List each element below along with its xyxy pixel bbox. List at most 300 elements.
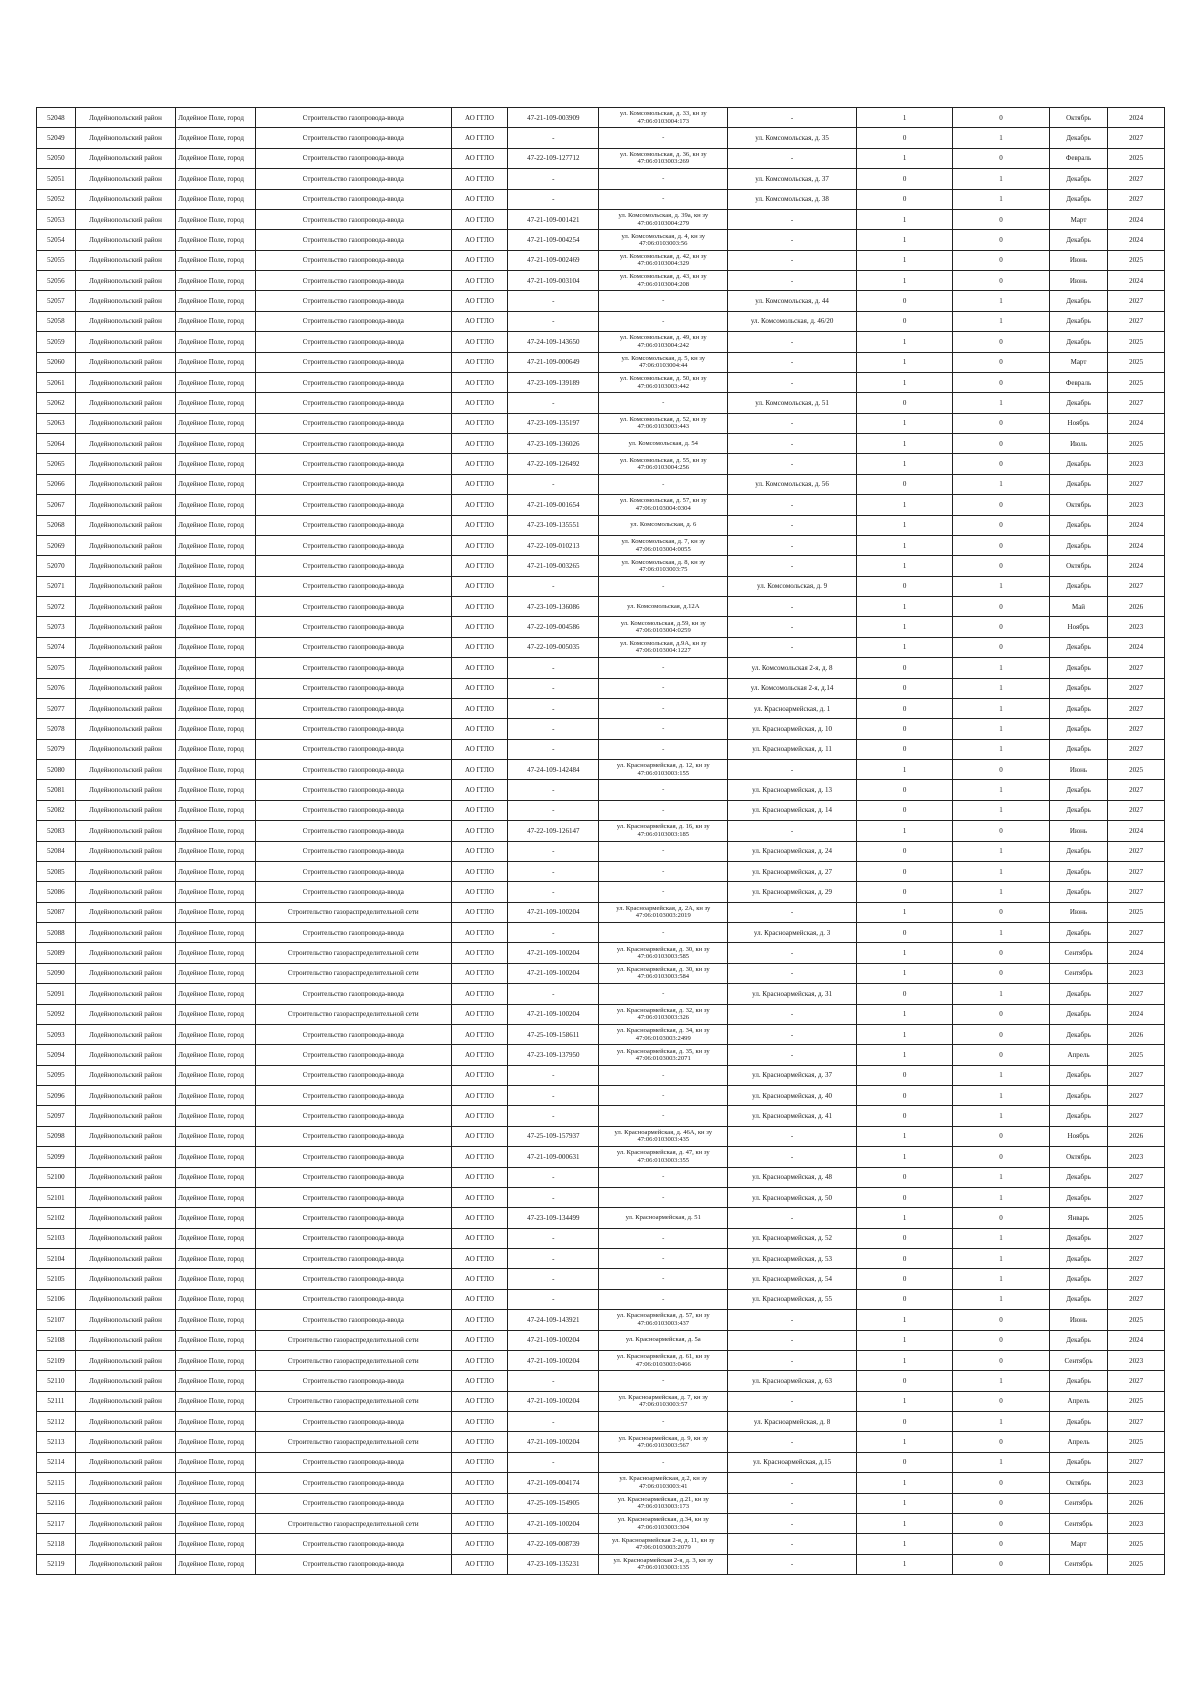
cell-work-type: Строительство газопровода-ввода bbox=[255, 128, 451, 148]
cell-row-id: 52117 bbox=[37, 1513, 76, 1533]
cell-address-with-cadastral: - bbox=[599, 1187, 728, 1207]
cell-district: Лодейнопольский район bbox=[75, 1167, 176, 1187]
cell-count-existing: 1 bbox=[857, 271, 953, 291]
table-row bbox=[37, 1513, 1165, 1533]
cell-count-existing: 1 bbox=[857, 1554, 953, 1574]
cell-row-id: 52075 bbox=[37, 658, 76, 678]
cell-row-id: 52115 bbox=[37, 1473, 76, 1493]
cell-year: 2024 bbox=[1108, 271, 1165, 291]
cell-address-with-cadastral: ул. Комсомольская, д. 6 bbox=[599, 515, 728, 535]
cell-address-planned: ул. Красноармейская, д. 52 bbox=[728, 1228, 857, 1248]
cell-count-existing: 0 bbox=[857, 1249, 953, 1269]
cell-count-planned: 1 bbox=[953, 678, 1049, 698]
cell-organization: АО ГГЛО bbox=[451, 454, 508, 474]
cell-settlement: Лодейное Поле, город bbox=[176, 1554, 256, 1574]
cell-row-id: 52105 bbox=[37, 1269, 76, 1289]
cell-address-planned: - bbox=[728, 230, 857, 250]
table-row bbox=[37, 963, 1165, 983]
cell-address-planned: ул. Красноармейская, д. 37 bbox=[728, 1065, 857, 1085]
cell-organization: АО ГГЛО bbox=[451, 556, 508, 576]
cell-work-type: Строительство газопровода-ввода bbox=[255, 434, 451, 454]
cell-count-planned: 0 bbox=[953, 556, 1049, 576]
cell-work-type: Строительство газопровода-ввода bbox=[255, 515, 451, 535]
cell-address-with-cadastral: ул. Красноармейская, д. 16, кн зу 47:06:0103003:185 bbox=[599, 821, 728, 841]
cell-row-id: 52111 bbox=[37, 1391, 76, 1411]
cell-settlement: Лодейное Поле, город bbox=[176, 1024, 256, 1044]
cell-address-with-cadastral: ул. Красноармейская, д. 57, кн зу 47:06:0103003:437 bbox=[599, 1310, 728, 1330]
cell-address-planned: - bbox=[728, 271, 857, 291]
cell-year: 2023 bbox=[1108, 1473, 1165, 1493]
cell-settlement: Лодейное Поле, город bbox=[176, 1228, 256, 1248]
cell-settlement: Лодейное Поле, город bbox=[176, 1534, 256, 1554]
table-row bbox=[37, 1065, 1165, 1085]
cell-row-id: 52104 bbox=[37, 1249, 76, 1269]
cell-settlement: Лодейное Поле, город bbox=[176, 719, 256, 739]
cell-address-planned: - bbox=[728, 943, 857, 963]
cell-settlement: Лодейное Поле, город bbox=[176, 1126, 256, 1146]
cell-year: 2024 bbox=[1108, 108, 1165, 128]
cell-count-planned: 1 bbox=[953, 1106, 1049, 1126]
cell-month: Апрель bbox=[1049, 1432, 1108, 1452]
cell-count-existing: 1 bbox=[857, 108, 953, 128]
cell-organization: АО ГГЛО bbox=[451, 434, 508, 454]
cell-district: Лодейнопольский район bbox=[75, 209, 176, 229]
cell-month: Декабрь bbox=[1049, 1106, 1108, 1126]
cell-count-existing: 1 bbox=[857, 760, 953, 780]
table-row bbox=[37, 1147, 1165, 1167]
cell-organization: АО ГГЛО bbox=[451, 1228, 508, 1248]
cell-organization: АО ГГЛО bbox=[451, 1350, 508, 1370]
cell-settlement: Лодейное Поле, город bbox=[176, 1167, 256, 1187]
cell-count-planned: 0 bbox=[953, 148, 1049, 168]
cell-application-number: 47-23-109-139189 bbox=[508, 372, 599, 392]
table-row bbox=[37, 1452, 1165, 1472]
cell-work-type: Строительство газораспределительной сети bbox=[255, 902, 451, 922]
table-row bbox=[37, 148, 1165, 168]
cell-row-id: 52079 bbox=[37, 739, 76, 759]
table-row bbox=[37, 984, 1165, 1004]
cell-settlement: Лодейное Поле, город bbox=[176, 1208, 256, 1228]
cell-address-planned: - bbox=[728, 597, 857, 617]
cell-district: Лодейнопольский район bbox=[75, 780, 176, 800]
cell-row-id: 52071 bbox=[37, 576, 76, 596]
cell-month: Декабрь bbox=[1049, 923, 1108, 943]
cell-district: Лодейнопольский район bbox=[75, 760, 176, 780]
cell-year: 2027 bbox=[1108, 923, 1165, 943]
cell-address-planned: ул. Красноармейская, д. 63 bbox=[728, 1371, 857, 1391]
cell-address-planned: ул. Красноармейская, д. 14 bbox=[728, 800, 857, 820]
cell-address-with-cadastral: ул. Комсомольская, д. 49, кн зу 47:06:0103004:242 bbox=[599, 332, 728, 352]
cell-application-number: - bbox=[508, 393, 599, 413]
table-row bbox=[37, 230, 1165, 250]
cell-year: 2024 bbox=[1108, 943, 1165, 963]
table-body bbox=[37, 108, 1165, 1575]
cell-count-existing: 1 bbox=[857, 1208, 953, 1228]
cell-application-number: - bbox=[508, 882, 599, 902]
cell-month: Декабрь bbox=[1049, 128, 1108, 148]
cell-address-with-cadastral: ул. Комсомольская, д. 8, кн зу 47:06:0103003:75 bbox=[599, 556, 728, 576]
cell-address-planned: ул. Комсомольская, д. 38 bbox=[728, 189, 857, 209]
cell-count-planned: 0 bbox=[953, 535, 1049, 555]
cell-application-number: 47-21-109-100204 bbox=[508, 1513, 599, 1533]
table-row bbox=[37, 1249, 1165, 1269]
cell-count-existing: 0 bbox=[857, 1289, 953, 1309]
cell-settlement: Лодейное Поле, город bbox=[176, 413, 256, 433]
cell-address-with-cadastral: ул. Комсомольская, д. 4, кн зу 47:06:0103003:56 bbox=[599, 230, 728, 250]
table-row bbox=[37, 902, 1165, 922]
cell-application-number: - bbox=[508, 576, 599, 596]
cell-month: Июнь bbox=[1049, 902, 1108, 922]
cell-month: Декабрь bbox=[1049, 1269, 1108, 1289]
cell-month: Ноябрь bbox=[1049, 1126, 1108, 1146]
cell-work-type: Строительство газопровода-ввода bbox=[255, 1269, 451, 1289]
cell-district: Лодейнопольский район bbox=[75, 943, 176, 963]
cell-address-planned: - bbox=[728, 760, 857, 780]
table-row bbox=[37, 841, 1165, 861]
cell-address-with-cadastral: - bbox=[599, 719, 728, 739]
cell-district: Лодейнопольский район bbox=[75, 1024, 176, 1044]
cell-address-planned: ул. Комсомольская, д. 56 bbox=[728, 474, 857, 494]
cell-district: Лодейнопольский район bbox=[75, 861, 176, 881]
cell-month: Октябрь bbox=[1049, 556, 1108, 576]
cell-district: Лодейнопольский район bbox=[75, 1554, 176, 1574]
cell-year: 2027 bbox=[1108, 1106, 1165, 1126]
cell-district: Лодейнопольский район bbox=[75, 271, 176, 291]
table-row bbox=[37, 1473, 1165, 1493]
cell-district: Лодейнопольский район bbox=[75, 1534, 176, 1554]
cell-month: Декабрь bbox=[1049, 515, 1108, 535]
cell-address-planned: ул. Красноармейская, д. 8 bbox=[728, 1412, 857, 1432]
cell-count-planned: 0 bbox=[953, 1004, 1049, 1024]
cell-count-existing: 1 bbox=[857, 597, 953, 617]
cell-application-number: 47-21-109-100204 bbox=[508, 1004, 599, 1024]
cell-application-number: 47-23-109-135551 bbox=[508, 515, 599, 535]
cell-settlement: Лодейное Поле, город bbox=[176, 984, 256, 1004]
cell-application-number: 47-21-109-100204 bbox=[508, 1432, 599, 1452]
cell-organization: АО ГГЛО bbox=[451, 1513, 508, 1533]
cell-count-existing: 0 bbox=[857, 719, 953, 739]
cell-organization: АО ГГЛО bbox=[451, 515, 508, 535]
cell-month: Декабрь bbox=[1049, 576, 1108, 596]
cell-district: Лодейнопольский район bbox=[75, 352, 176, 372]
cell-row-id: 52102 bbox=[37, 1208, 76, 1228]
cell-settlement: Лодейное Поле, город bbox=[176, 943, 256, 963]
cell-count-planned: 0 bbox=[953, 617, 1049, 637]
cell-organization: АО ГГЛО bbox=[451, 1106, 508, 1126]
cell-address-with-cadastral: ул. Комсомольская, д. 57, кн зу 47:06:0103004:0304 bbox=[599, 495, 728, 515]
cell-year: 2025 bbox=[1108, 1534, 1165, 1554]
cell-application-number: - bbox=[508, 658, 599, 678]
cell-settlement: Лодейное Поле, город bbox=[176, 1045, 256, 1065]
cell-address-planned: ул. Красноармейская, д.15 bbox=[728, 1452, 857, 1472]
table-row bbox=[37, 413, 1165, 433]
cell-district: Лодейнопольский район bbox=[75, 841, 176, 861]
cell-address-planned: - bbox=[728, 535, 857, 555]
cell-year: 2025 bbox=[1108, 434, 1165, 454]
cell-address-with-cadastral: ул. Комсомольская, д. 39а, кн зу 47:06:0103004:279 bbox=[599, 209, 728, 229]
cell-count-planned: 0 bbox=[953, 495, 1049, 515]
table-row bbox=[37, 658, 1165, 678]
cell-row-id: 52092 bbox=[37, 1004, 76, 1024]
cell-application-number: 47-25-109-158611 bbox=[508, 1024, 599, 1044]
cell-settlement: Лодейное Поле, город bbox=[176, 311, 256, 331]
table-row bbox=[37, 393, 1165, 413]
cell-month: Декабрь bbox=[1049, 474, 1108, 494]
cell-row-id: 52049 bbox=[37, 128, 76, 148]
cell-address-planned: - bbox=[728, 495, 857, 515]
cell-row-id: 52051 bbox=[37, 169, 76, 189]
cell-address-planned: ул. Комсомольская, д. 44 bbox=[728, 291, 857, 311]
cell-organization: АО ГГЛО bbox=[451, 189, 508, 209]
cell-organization: АО ГГЛО bbox=[451, 209, 508, 229]
cell-count-existing: 0 bbox=[857, 861, 953, 881]
cell-year: 2024 bbox=[1108, 1004, 1165, 1024]
cell-row-id: 52114 bbox=[37, 1452, 76, 1472]
cell-address-with-cadastral: - bbox=[599, 393, 728, 413]
cell-organization: АО ГГЛО bbox=[451, 1208, 508, 1228]
cell-address-with-cadastral: - bbox=[599, 128, 728, 148]
cell-organization: АО ГГЛО bbox=[451, 1330, 508, 1350]
cell-application-number: - bbox=[508, 861, 599, 881]
cell-organization: АО ГГЛО bbox=[451, 943, 508, 963]
cell-settlement: Лодейное Поле, город bbox=[176, 1289, 256, 1309]
cell-year: 2025 bbox=[1108, 1432, 1165, 1452]
cell-year: 2024 bbox=[1108, 515, 1165, 535]
cell-year: 2023 bbox=[1108, 1513, 1165, 1533]
cell-address-with-cadastral: - bbox=[599, 1228, 728, 1248]
cell-organization: АО ГГЛО bbox=[451, 800, 508, 820]
cell-settlement: Лодейное Поле, город bbox=[176, 209, 256, 229]
table-row bbox=[37, 576, 1165, 596]
cell-count-planned: 1 bbox=[953, 861, 1049, 881]
cell-settlement: Лодейное Поле, город bbox=[176, 1310, 256, 1330]
cell-work-type: Строительство газопровода-ввода bbox=[255, 1534, 451, 1554]
cell-address-with-cadastral: ул. Красноармейская, д. 2А, кн зу 47:06:0103003:2019 bbox=[599, 902, 728, 922]
cell-district: Лодейнопольский район bbox=[75, 128, 176, 148]
cell-district: Лодейнопольский район bbox=[75, 658, 176, 678]
cell-month: Февраль bbox=[1049, 372, 1108, 392]
cell-organization: АО ГГЛО bbox=[451, 719, 508, 739]
cell-row-id: 52074 bbox=[37, 637, 76, 657]
cell-year: 2024 bbox=[1108, 230, 1165, 250]
cell-row-id: 52093 bbox=[37, 1024, 76, 1044]
cell-application-number: - bbox=[508, 1412, 599, 1432]
cell-year: 2027 bbox=[1108, 311, 1165, 331]
cell-address-planned: - bbox=[728, 1045, 857, 1065]
cell-month: Декабрь bbox=[1049, 1086, 1108, 1106]
cell-address-planned: - bbox=[728, 1330, 857, 1350]
cell-settlement: Лодейное Поле, город bbox=[176, 617, 256, 637]
cell-count-planned: 1 bbox=[953, 1371, 1049, 1391]
cell-address-planned: - bbox=[728, 372, 857, 392]
cell-work-type: Строительство газопровода-ввода bbox=[255, 698, 451, 718]
cell-row-id: 52061 bbox=[37, 372, 76, 392]
cell-year: 2027 bbox=[1108, 1065, 1165, 1085]
cell-work-type: Строительство газопровода-ввода bbox=[255, 1086, 451, 1106]
cell-count-planned: 0 bbox=[953, 821, 1049, 841]
cell-year: 2025 bbox=[1108, 1391, 1165, 1411]
cell-year: 2027 bbox=[1108, 1167, 1165, 1187]
cell-count-planned: 0 bbox=[953, 413, 1049, 433]
cell-settlement: Лодейное Поле, город bbox=[176, 1513, 256, 1533]
cell-work-type: Строительство газораспределительной сети bbox=[255, 943, 451, 963]
cell-count-planned: 1 bbox=[953, 1412, 1049, 1432]
cell-count-planned: 0 bbox=[953, 902, 1049, 922]
cell-district: Лодейнопольский район bbox=[75, 984, 176, 1004]
cell-application-number: 47-23-109-137950 bbox=[508, 1045, 599, 1065]
cell-district: Лодейнопольский район bbox=[75, 1330, 176, 1350]
cell-district: Лодейнопольский район bbox=[75, 1065, 176, 1085]
cell-count-planned: 1 bbox=[953, 1452, 1049, 1472]
cell-settlement: Лодейное Поле, город bbox=[176, 291, 256, 311]
cell-address-with-cadastral: ул. Красноармейская, д. 9, кн зу 47:06:0103003:567 bbox=[599, 1432, 728, 1452]
cell-district: Лодейнопольский район bbox=[75, 1187, 176, 1207]
cell-count-existing: 1 bbox=[857, 1513, 953, 1533]
cell-count-existing: 1 bbox=[857, 250, 953, 270]
cell-row-id: 52054 bbox=[37, 230, 76, 250]
cell-district: Лодейнопольский район bbox=[75, 332, 176, 352]
cell-month: Декабрь bbox=[1049, 1289, 1108, 1309]
cell-settlement: Лодейное Поле, город bbox=[176, 372, 256, 392]
cell-work-type: Строительство газопровода-ввода bbox=[255, 861, 451, 881]
table-row bbox=[37, 1350, 1165, 1370]
table-row bbox=[37, 1554, 1165, 1574]
cell-row-id: 52110 bbox=[37, 1371, 76, 1391]
cell-year: 2027 bbox=[1108, 291, 1165, 311]
cell-count-planned: 0 bbox=[953, 1534, 1049, 1554]
cell-address-with-cadastral: ул. Комсомольская, д.9А, кн зу 47:06:0103004:1227 bbox=[599, 637, 728, 657]
cell-month: Сентябрь bbox=[1049, 963, 1108, 983]
cell-settlement: Лодейное Поле, город bbox=[176, 698, 256, 718]
cell-count-existing: 0 bbox=[857, 311, 953, 331]
cell-organization: АО ГГЛО bbox=[451, 332, 508, 352]
cell-count-planned: 0 bbox=[953, 515, 1049, 535]
cell-count-planned: 1 bbox=[953, 658, 1049, 678]
cell-application-number: - bbox=[508, 984, 599, 1004]
cell-count-planned: 1 bbox=[953, 1086, 1049, 1106]
cell-work-type: Строительство газопровода-ввода bbox=[255, 291, 451, 311]
cell-organization: АО ГГЛО bbox=[451, 1147, 508, 1167]
cell-settlement: Лодейное Поле, город bbox=[176, 271, 256, 291]
cell-row-id: 52118 bbox=[37, 1534, 76, 1554]
cell-district: Лодейнопольский район bbox=[75, 617, 176, 637]
cell-work-type: Строительство газопровода-ввода bbox=[255, 413, 451, 433]
cell-count-planned: 0 bbox=[953, 250, 1049, 270]
cell-count-existing: 1 bbox=[857, 230, 953, 250]
cell-row-id: 52064 bbox=[37, 434, 76, 454]
cell-year: 2026 bbox=[1108, 1493, 1165, 1513]
cell-year: 2027 bbox=[1108, 882, 1165, 902]
table-row bbox=[37, 739, 1165, 759]
cell-work-type: Строительство газопровода-ввода bbox=[255, 1167, 451, 1187]
cell-work-type: Строительство газораспределительной сети bbox=[255, 963, 451, 983]
cell-application-number: 47-21-109-100204 bbox=[508, 1330, 599, 1350]
cell-district: Лодейнопольский район bbox=[75, 515, 176, 535]
table-row bbox=[37, 1391, 1165, 1411]
cell-organization: АО ГГЛО bbox=[451, 1554, 508, 1574]
cell-count-existing: 0 bbox=[857, 698, 953, 718]
cell-row-id: 52056 bbox=[37, 271, 76, 291]
cell-count-existing: 1 bbox=[857, 1045, 953, 1065]
cell-address-with-cadastral: ул. Красноармейская, д.34, кн зу 47:06:0103003:304 bbox=[599, 1513, 728, 1533]
cell-address-planned: - bbox=[728, 556, 857, 576]
cell-count-existing: 0 bbox=[857, 882, 953, 902]
cell-month: Сентябрь bbox=[1049, 1513, 1108, 1533]
cell-work-type: Строительство газопровода-ввода bbox=[255, 1126, 451, 1146]
cell-work-type: Строительство газопровода-ввода bbox=[255, 250, 451, 270]
cell-address-planned: ул. Красноармейская, д. 54 bbox=[728, 1269, 857, 1289]
cell-month: Декабрь bbox=[1049, 841, 1108, 861]
cell-count-existing: 0 bbox=[857, 474, 953, 494]
cell-application-number: - bbox=[508, 698, 599, 718]
cell-count-existing: 1 bbox=[857, 1432, 953, 1452]
cell-work-type: Строительство газопровода-ввода bbox=[255, 1249, 451, 1269]
cell-work-type: Строительство газопровода-ввода bbox=[255, 1208, 451, 1228]
cell-application-number: 47-21-109-001421 bbox=[508, 209, 599, 229]
cell-year: 2027 bbox=[1108, 169, 1165, 189]
cell-work-type: Строительство газопровода-ввода bbox=[255, 495, 451, 515]
cell-organization: АО ГГЛО bbox=[451, 393, 508, 413]
cell-organization: АО ГГЛО bbox=[451, 1534, 508, 1554]
cell-count-planned: 1 bbox=[953, 1269, 1049, 1289]
cell-district: Лодейнопольский район bbox=[75, 678, 176, 698]
cell-month: Декабрь bbox=[1049, 637, 1108, 657]
cell-application-number: - bbox=[508, 1167, 599, 1187]
cell-organization: АО ГГЛО bbox=[451, 1371, 508, 1391]
cell-year: 2024 bbox=[1108, 556, 1165, 576]
cell-application-number: 47-23-109-136086 bbox=[508, 597, 599, 617]
table-row bbox=[37, 495, 1165, 515]
cell-work-type: Строительство газопровода-ввода bbox=[255, 800, 451, 820]
cell-district: Лодейнопольский район bbox=[75, 882, 176, 902]
cell-address-with-cadastral: - bbox=[599, 169, 728, 189]
cell-month: Декабрь bbox=[1049, 1330, 1108, 1350]
cell-district: Лодейнопольский район bbox=[75, 1004, 176, 1024]
cell-row-id: 52070 bbox=[37, 556, 76, 576]
cell-application-number: 47-21-109-004174 bbox=[508, 1473, 599, 1493]
cell-year: 2026 bbox=[1108, 597, 1165, 617]
cell-month: Декабрь bbox=[1049, 698, 1108, 718]
cell-row-id: 52048 bbox=[37, 108, 76, 128]
cell-work-type: Строительство газопровода-ввода bbox=[255, 332, 451, 352]
cell-month: Декабрь bbox=[1049, 1452, 1108, 1472]
cell-organization: АО ГГЛО bbox=[451, 984, 508, 1004]
cell-count-planned: 0 bbox=[953, 1554, 1049, 1574]
cell-address-planned: - bbox=[728, 1208, 857, 1228]
cell-organization: АО ГГЛО bbox=[451, 658, 508, 678]
cell-address-with-cadastral: ул. Комсомольская, д. 55, кн зу 47:06:0103004:256 bbox=[599, 454, 728, 474]
cell-organization: АО ГГЛО bbox=[451, 1045, 508, 1065]
cell-address-with-cadastral: ул. Комсомольская, д. 7, кн зу 47:06:0103004:0055 bbox=[599, 535, 728, 555]
cell-organization: АО ГГЛО bbox=[451, 413, 508, 433]
cell-address-with-cadastral: ул. Красноармейская, д. 61, кн зу 47:06:0103003:0466 bbox=[599, 1350, 728, 1370]
cell-work-type: Строительство газопровода-ввода bbox=[255, 230, 451, 250]
cell-work-type: Строительство газопровода-ввода bbox=[255, 719, 451, 739]
cell-address-planned: - bbox=[728, 1513, 857, 1533]
cell-row-id: 52084 bbox=[37, 841, 76, 861]
cell-settlement: Лодейное Поле, город bbox=[176, 1330, 256, 1350]
cell-work-type: Строительство газопровода-ввода bbox=[255, 1024, 451, 1044]
cell-organization: АО ГГЛО bbox=[451, 250, 508, 270]
cell-application-number: 47-23-109-136026 bbox=[508, 434, 599, 454]
cell-year: 2024 bbox=[1108, 535, 1165, 555]
cell-address-with-cadastral: ул. Красноармейская, д. 35, кн зу 47:06:0103003:2071 bbox=[599, 1045, 728, 1065]
cell-work-type: Строительство газопровода-ввода bbox=[255, 617, 451, 637]
cell-application-number: - bbox=[508, 1249, 599, 1269]
table-row bbox=[37, 1371, 1165, 1391]
cell-settlement: Лодейное Поле, город bbox=[176, 535, 256, 555]
table-row bbox=[37, 1330, 1165, 1350]
